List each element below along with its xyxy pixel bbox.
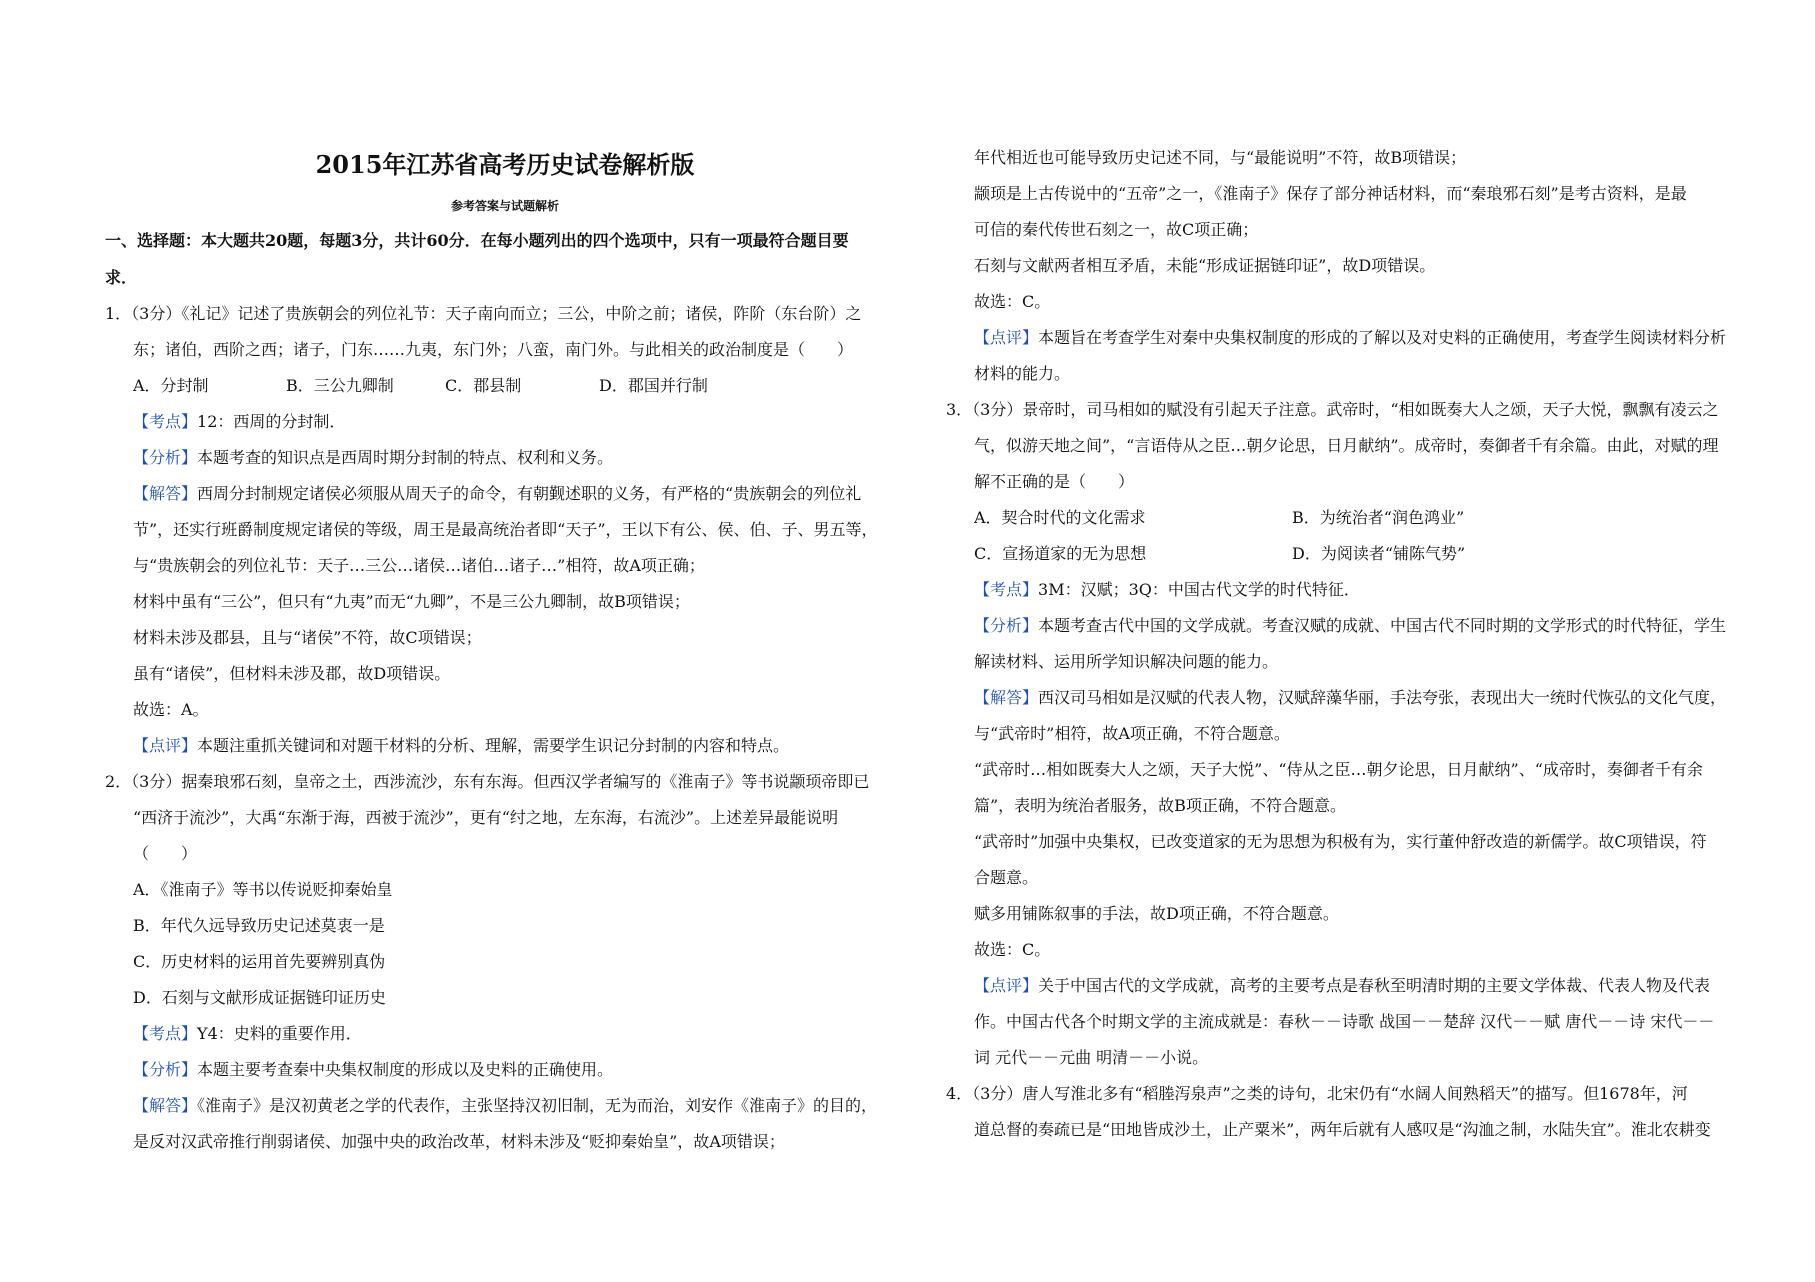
- q2-option-a: A．《淮南子》等书以传说贬抑秦始皇: [133, 880, 393, 899]
- q3-option-c: C．宣扬道家的无为思想: [974, 544, 1147, 563]
- kaodian-tag: 【考点】: [133, 412, 198, 431]
- q2-dianping-text1: 本题旨在考查学生对秦中央集权制度的形成的了解以及对史料的正确使用，考查学生阅读材料分析: [1038, 328, 1727, 347]
- dianping-tag: 【点评】: [974, 976, 1039, 995]
- q2-option-b: B．年代久远导致历史记述莫衷一是: [133, 916, 385, 935]
- q3-jieda-line2: 与“武帝时”相符，故A项正确，不符合题意。: [974, 724, 1290, 743]
- q3-jieda-line3: “武帝时…相如既奏大人之颂，天子大悦”、“侍从之臣…朝夕论思，日月献纳”、“成帝时，奏御者千有余: [974, 760, 1703, 779]
- q3-answer: 故选：C。: [974, 940, 1051, 959]
- page-subtitle: 参考答案与试题解析: [450, 199, 559, 213]
- q1-stem-line1: 1．（3分）《礼记》记述了贵族朝会的列位礼节：天子南向而立；三公，中阶之前；诸侯，阼阶（东台阶）之: [105, 304, 862, 323]
- q1-stem-line2: 东；诸伯，西阶之西；诸子，门东……九夷，东门外；八蛮，南门外。与此相关的政治制度是（ ）: [133, 340, 854, 359]
- q3-option-a: A．契合时代的文化需求: [974, 508, 1146, 527]
- fenxi-tag: 【分析】: [133, 448, 198, 467]
- jieda-tag: 【解答】: [133, 1096, 198, 1115]
- q1-jieda-line5: 材料未涉及郡县，且与“诸侯”不符，故C项错误；: [133, 628, 482, 647]
- q3-jieda-line4: 篇”，表明为统治者服务，故B项正确，不符合题意。: [974, 796, 1346, 815]
- q3-jieda-line7: 赋多用铺陈叙事的手法，故D项正确，不符合题意。: [974, 904, 1339, 923]
- q2-jieda-line5: 可信的秦代传世石刻之一，故C项正确；: [974, 220, 1259, 239]
- q2-jieda-line3: 年代相近也可能导致历史记述不同，与“最能说明”不符，故B项错误；: [974, 148, 1467, 167]
- q3-jieda-text1: 西汉司马相如是汉赋的代表人物，汉赋辞藻华丽，手法夸张，表现出大一统时代恢弘的文化气度，: [1038, 688, 1727, 707]
- q2-fenxi-text: 本题主要考查秦中央集权制度的形成以及史料的正确使用。: [197, 1060, 614, 1079]
- jieda-tag: 【解答】: [133, 484, 198, 503]
- page-title: 2015年江苏省高考历史试卷解析版: [315, 150, 695, 179]
- q3-kaodian-text: 3M：汉赋；3Q：中国古代文学的时代特征．: [1038, 580, 1360, 599]
- q1-option-d: D．郡国并行制: [599, 376, 708, 395]
- q3-jieda-line1: [974, 688, 1726, 708]
- q1-jieda-line3: 与“贵族朝会的列位礼节：天子…三公…诸侯…诸伯…诸子…”相符，故A项正确；: [133, 556, 705, 575]
- q2-jieda-line1: [133, 1096, 877, 1116]
- q2-jieda-line4: 颛顼是上古传说中的“五帝”之一，《淮南子》保存了部分神话材料，而“秦琅邪石刻”是考古资料，是最: [974, 184, 1687, 203]
- q3-stem-line1: 3．（3分）景帝时，司马相如的赋没有引起天子注意。武帝时，“相如既奏大人之颂，天子大悦，飘飘有凌云之: [946, 400, 1719, 419]
- q1-option-a: A．分封制: [133, 376, 209, 395]
- q1-fenxi-text: 本题考查的知识点是西周时期分封制的特点、权利和义务。: [197, 448, 614, 467]
- q1-kaodian-text: 12：西周的分封制．: [197, 412, 346, 431]
- q3-dianping-line1: [974, 976, 1710, 996]
- kaodian-tag: 【考点】: [974, 580, 1039, 599]
- q1-dianping-text: 本题注重抓关键词和对题干材料的分析、理解，需要学生识记分封制的内容和特点。: [197, 736, 790, 755]
- q3-option-b: B．为统治者“润色鸿业”: [1292, 508, 1465, 527]
- q1-jieda-line2: 节”，还实行班爵制度规定诸侯的等级，周王是最高统治者即“天子”，王以下有公、侯、伯、子、男五等，: [133, 520, 878, 539]
- section-heading-line1: 一、选择题：本大题共20题，每题3分，共计60分．在每小题列出的四个选项中，只有一项最符合题目要: [105, 231, 849, 250]
- q1-dianping: [133, 736, 789, 756]
- q2-option-c: C．历史材料的运用首先要辨别真伪: [133, 952, 386, 971]
- q4-stem-line1: 4．（3分）唐人写淮北多有“稻塍泻泉声”之类的诗句，北宋仍有“水阔人间熟稻天”的描写。但1678年，河: [946, 1084, 1688, 1103]
- q3-kaodian: [974, 580, 1360, 600]
- q1-jieda-line1: [133, 484, 861, 504]
- q1-jieda-line4: 材料中虽有“三公”，但只有“九夷”而无“九卿”，不是三公九卿制，故B项错误；: [133, 592, 690, 611]
- q3-jieda-line5: “武帝时”加强中央集权，已改变道家的无为思想为积极有为，实行董仲舒改造的新儒学。故C项错误，符: [974, 832, 1707, 851]
- q2-jieda-line2: 是反对汉武帝推行削弱诸侯、加强中央的政治改革，材料未涉及“贬抑秦始皇”，故A项错误；: [133, 1132, 785, 1151]
- q2-stem-line3: （ ）: [133, 844, 198, 863]
- q3-dianping-text1: 关于中国古代的文学成就，高考的主要考点是春秋至明清时期的主要文学体裁、代表人物及代表: [1038, 976, 1711, 995]
- jieda-tag: 【解答】: [974, 688, 1039, 707]
- q3-fenxi-line2: 解读材料、运用所学知识解决问题的能力。: [974, 652, 1279, 671]
- q2-fenxi: [133, 1060, 613, 1080]
- q1-jieda-line6: 虽有“诸侯”，但材料未涉及郡，故D项错误。: [133, 664, 451, 683]
- q1-kaodian: [133, 412, 345, 432]
- q4-stem-line2: 道总督的奏疏已是“田地皆成沙土，止产粟米”，两年后就有人感叹是“沟洫之制，水陆失宜”。淮北农耕变: [974, 1120, 1711, 1139]
- q2-kaodian: [133, 1024, 362, 1044]
- q2-jieda-text1: 《淮南子》是汉初黄老之学的代表作，主张坚持汉初旧制，无为而治，刘安作《淮南子》的目的，: [197, 1096, 878, 1115]
- q3-stem-line2: 气，似游天地之间”，“言语侍从之臣…朝夕论思，日月献纳”。成帝时，奏御者千有余篇。由此，对赋的理: [974, 436, 1719, 455]
- q1-option-c: C．郡县制: [445, 376, 522, 395]
- q3-dianping-line3: 词 元代－－元曲 明清－－小说。: [974, 1048, 1209, 1067]
- q1-fenxi: [133, 448, 613, 468]
- q2-stem-line2: “西济于流沙”，大禹“东渐于海，西被于流沙”，更有“纣之地，左东海，右流沙”。上述差异最能说明: [133, 808, 839, 827]
- section-heading-line2: 求．: [105, 268, 138, 287]
- q2-jieda-line6: 石刻与文献两者相互矛盾，未能“形成证据链印证”，故D项错误。: [974, 256, 1436, 275]
- q3-option-d: D．为阅读者“铺陈气势”: [1292, 544, 1466, 563]
- q1-jieda-text1: 西周分封制规定诸侯必须服从周天子的命令，有朝觐述职的义务，有严格的“贵族朝会的列位礼: [197, 484, 862, 503]
- dianping-tag: 【点评】: [133, 736, 198, 755]
- fenxi-tag: 【分析】: [974, 616, 1039, 635]
- q3-dianping-line2: 作。中国古代各个时期文学的主流成就是：春秋－－诗歌 战国－－楚辞 汉代－－赋 唐代－－诗 宋代－－: [974, 1012, 1715, 1031]
- q3-fenxi-line1: [974, 616, 1726, 636]
- q2-dianping-line2: 材料的能力。: [974, 364, 1071, 383]
- q2-stem-line1: 2．（3分）据秦琅邪石刻，皇帝之土，西涉流沙，东有东海。但西汉学者编写的《淮南子》等书说颛顼帝即已: [105, 772, 870, 791]
- q1-answer: 故选：A。: [133, 700, 209, 719]
- q2-kaodian-text: Y4：史料的重要作用．: [197, 1024, 362, 1043]
- kaodian-tag: 【考点】: [133, 1024, 198, 1043]
- q3-jieda-line6: 合题意。: [974, 868, 1039, 887]
- q2-answer: 故选：C。: [974, 292, 1051, 311]
- q2-option-d: D．石刻与文献形成证据链印证历史: [133, 988, 386, 1007]
- dianping-tag: 【点评】: [974, 328, 1039, 347]
- q3-stem-line3: 解不正确的是（ ）: [974, 472, 1135, 491]
- fenxi-tag: 【分析】: [133, 1060, 198, 1079]
- q3-fenxi-text1: 本题考查古代中国的文学成就。考查汉赋的成就、中国古代不同时期的文学形式的时代特征，学生: [1038, 616, 1727, 635]
- q1-option-b: B．三公九卿制: [286, 376, 394, 395]
- q2-dianping-line1: [974, 328, 1726, 348]
